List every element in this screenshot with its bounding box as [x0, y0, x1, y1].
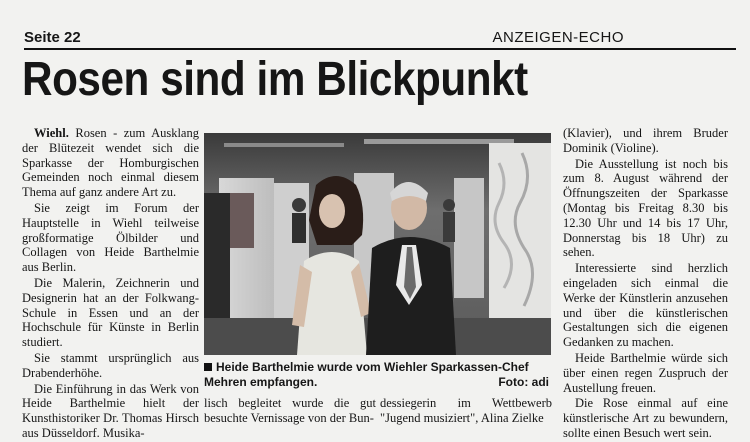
paragraph: (Klavier), und ihrem Bruder Dominik (Violine).: [563, 126, 728, 155]
column-2-text: lisch begleitet wurde die gut besuchte Vernissage von der Bun-: [204, 396, 376, 425]
paragraph: Interessierte sind herzlich eingeladen sich einmal die Werke der Künstlerin anzusehen und über die künstlerischen Gestaltungen sich die eigenen Gedanken zu machen.: [563, 261, 728, 350]
paragraph: Die Malerin, Zeichnerin und Designerin hat an der Folkwang-Schule in Essen und an der Hochschule für Künste in Berlin studiert.: [22, 275, 199, 350]
paragraph: Die Rose einmal auf eine künstlerische Art zu bewundern, sollte einen Besuch wert sein.: [563, 396, 728, 440]
column-3: [563, 126, 728, 442]
paragraph: Die Einführung in das Werk von Heide Barthelmie hielt der Kunsthistoriker Dr. Thomas Hirsch aus Düsseldorf. Musika-: [22, 381, 199, 440]
section-name: ANZEIGEN-ECHO: [492, 29, 624, 46]
column-2b-text: dessiegerin im Wettbewerb "Jugend musiziert", Alina Zielke: [380, 396, 552, 425]
photo-image: [204, 133, 551, 355]
caption-text: Heide Barthelmie wurde vom Wiehler Sparkassen-Chef Mehren empfangen.: [204, 360, 529, 389]
news-photo: [204, 133, 551, 355]
paragraph: Heide Barthelmie würde sich über einen regen Zuspruch der Austellung freuen.: [563, 350, 728, 395]
paragraph: Sie zeigt im Forum der Hauptstelle in Wiehl teilweise großformatige Ölbilder und Collagen von Heide Barthelmie aus Berlin.: [22, 200, 199, 275]
page-header: [24, 28, 736, 50]
lead-paragraph: [22, 126, 199, 200]
column-1: [22, 126, 199, 442]
dateline: Wiehl.: [34, 126, 69, 140]
photo-caption: [204, 360, 551, 389]
paragraph: Die Ausstellung ist noch bis zum 8. August während der Öffnungszeiten der Sparkasse (Montag bis Freitag 8.30 bis 12.30 Uhr und 14 bis 17 Uhr, Donnerstag bis 18 Uhr) zu sehen.: [563, 156, 728, 260]
caption-bullet-icon: [204, 363, 212, 371]
lead-text: Rosen - zum Ausklang der Blütezeit wendet sich die Sparkasse der Homburgischen Gemeinden noch einmal diesem Thema auf ganz andere Art zu.: [22, 126, 199, 200]
headline: Rosen sind im Blickpunkt: [22, 53, 528, 106]
page-number: Seite 22: [24, 29, 81, 46]
paragraph: Sie stammt ursprünglich aus Drabenderhöhe.: [22, 350, 199, 380]
photo-credit: Foto: adi: [498, 374, 549, 389]
